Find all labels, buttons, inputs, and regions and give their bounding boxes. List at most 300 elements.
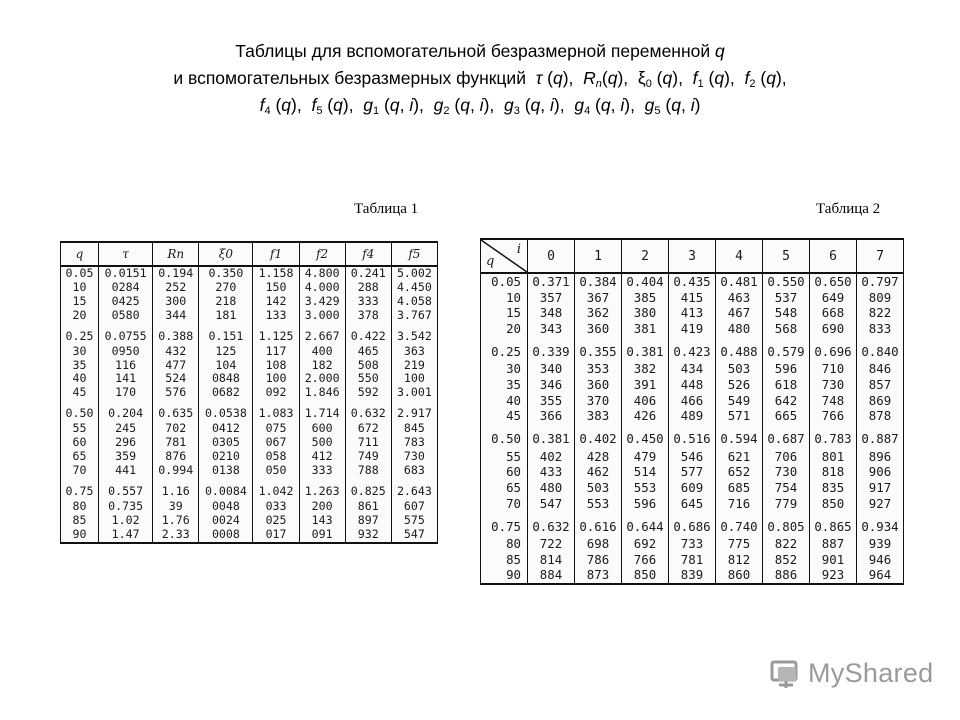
table-cell: 333 (299, 464, 345, 478)
table-cell: 645 (669, 496, 716, 512)
table2-header-cell: 2 (622, 239, 669, 273)
table-row (481, 567, 904, 584)
table-cell: 116 (99, 359, 153, 373)
table-cell: 0.635 (153, 400, 199, 422)
table-cell: 353 (575, 361, 622, 377)
table-cell: 783 (391, 436, 437, 450)
row-q-cell: 40 (61, 372, 99, 386)
table-cell: 1.125 (253, 323, 299, 345)
table2-header-cell: 7 (857, 239, 904, 273)
table-cell: 141 (99, 372, 153, 386)
table-cell: 665 (763, 408, 810, 424)
table-cell: 549 (716, 393, 763, 409)
row-q-cell: 0.25 (481, 336, 528, 361)
row-q-cell: 0.75 (481, 511, 528, 536)
table-cell: 685 (716, 480, 763, 496)
table-cell: 0.384 (575, 273, 622, 290)
table-cell: 360 (575, 321, 622, 337)
table-cell: 108 (253, 359, 299, 373)
table-row (61, 436, 438, 450)
row-q-cell: 0.05 (61, 266, 99, 281)
table-cell: 143 (299, 514, 345, 528)
table-row (61, 464, 438, 478)
table-cell: 845 (391, 422, 437, 436)
row-q-cell: 45 (481, 408, 528, 424)
table-cell: 0950 (99, 345, 153, 359)
table-cell: 465 (345, 345, 391, 359)
row-q-cell: 35 (61, 359, 99, 373)
row-q-cell: 90 (61, 528, 99, 543)
table-row (61, 323, 438, 345)
table-row (481, 496, 904, 512)
row-q-cell: 0.25 (61, 323, 99, 345)
table-row (61, 500, 438, 514)
table-cell: 462 (575, 464, 622, 480)
table2-header-cell: 0 (528, 239, 575, 273)
table-cell: 402 (528, 449, 575, 465)
table-row (481, 377, 904, 393)
table-cell: 730 (763, 464, 810, 480)
table-row (481, 321, 904, 337)
table-cell: 609 (669, 480, 716, 496)
table-cell: 432 (153, 345, 199, 359)
table-cell: 0.994 (153, 464, 199, 478)
table-cell: 100 (253, 372, 299, 386)
table-cell: 779 (763, 496, 810, 512)
table-cell: 133 (253, 309, 299, 323)
table-row (481, 449, 904, 465)
row-q-cell: 60 (61, 436, 99, 450)
table-cell: 075 (253, 422, 299, 436)
table-cell: 125 (199, 345, 253, 359)
table-cell: 489 (669, 408, 716, 424)
table-cell: 852 (763, 552, 810, 568)
table-cell: 1.714 (299, 400, 345, 422)
table-cell: 801 (810, 449, 857, 465)
table-cell: 0.632 (345, 400, 391, 422)
table-row (481, 361, 904, 377)
table-cell: 0.516 (669, 424, 716, 449)
table-cell: 479 (622, 449, 669, 465)
table-cell: 348 (528, 305, 575, 321)
table-cell: 500 (299, 436, 345, 450)
table-cell: 553 (622, 480, 669, 496)
table-cell: 467 (716, 305, 763, 321)
title-line-1: Таблицы для вспомогательной безразмерной переменной q (235, 41, 725, 61)
table-cell: 382 (622, 361, 669, 377)
table1-header-cell: f4 (345, 242, 391, 266)
table-cell: 0.616 (575, 511, 622, 536)
table-cell: 033 (253, 500, 299, 514)
table-cell: 897 (345, 514, 391, 528)
table-cell: 0.825 (345, 478, 391, 500)
table-cell: 025 (253, 514, 299, 528)
table-cell: 2.33 (153, 528, 199, 543)
table-cell: 0.381 (528, 424, 575, 449)
table-cell: 344 (153, 309, 199, 323)
table2-header-cell: 4 (716, 239, 763, 273)
table-cell: 514 (622, 464, 669, 480)
table-cell: 702 (153, 422, 199, 436)
table-row (481, 290, 904, 306)
table-cell: 730 (391, 450, 437, 464)
table-cell: 270 (199, 281, 253, 295)
table-cell: 3.001 (391, 386, 437, 400)
title-line-3: $f_4$ (q), $f_5$ (q), $g_1$ (q, i), $g_2$ (q, i), $g_3$ (q, i), $g_4$ (q, i), $g_5$ (q, i) (259, 95, 701, 117)
table-cell: 923 (810, 567, 857, 584)
table-cell: 576 (153, 386, 199, 400)
table-cell: 0.735 (99, 500, 153, 514)
table-cell: 370 (575, 393, 622, 409)
table-cell: 2.000 (299, 372, 345, 386)
table-cell: 406 (622, 393, 669, 409)
table-cell: 463 (716, 290, 763, 306)
table-cell: 0.0084 (199, 478, 253, 500)
table-cell: 1.846 (299, 386, 345, 400)
table-row (61, 478, 438, 500)
table-cell: 340 (528, 361, 575, 377)
row-q-cell: 15 (61, 295, 99, 309)
table-cell: 672 (345, 422, 391, 436)
table-cell: 596 (622, 496, 669, 512)
table-cell: 749 (345, 450, 391, 464)
table-cell: 786 (575, 552, 622, 568)
table-cell: 3.542 (391, 323, 437, 345)
table-cell: 706 (763, 449, 810, 465)
table-cell: 0425 (99, 295, 153, 309)
table-row (481, 393, 904, 409)
table-cell: 887 (810, 536, 857, 552)
table-cell: 0682 (199, 386, 253, 400)
table-cell: 668 (810, 305, 857, 321)
table-cell: 0.632 (528, 511, 575, 536)
table-cell: 833 (857, 321, 904, 337)
row-q-cell: 0.50 (61, 400, 99, 422)
table-cell: 0305 (199, 436, 253, 450)
table-cell: 571 (716, 408, 763, 424)
table-cell: 722 (528, 536, 575, 552)
table-cell: 503 (575, 480, 622, 496)
table-1 (60, 241, 438, 544)
table-cell: 814 (528, 552, 575, 568)
table-cell: 0210 (199, 450, 253, 464)
table-cell: 3.767 (391, 309, 437, 323)
table-cell: 355 (528, 393, 575, 409)
table-row (481, 408, 904, 424)
table-cell: 553 (575, 496, 622, 512)
row-q-cell: 30 (481, 361, 528, 377)
table-cell: 058 (253, 450, 299, 464)
table2-caption: Таблица 2 (816, 201, 881, 217)
table2-body (481, 273, 904, 584)
table1-header-cell: f2 (299, 242, 345, 266)
table-cell: 850 (810, 496, 857, 512)
table-cell: 400 (299, 345, 345, 359)
table-cell: 3.429 (299, 295, 345, 309)
table-cell: 0.423 (669, 336, 716, 361)
table-row (61, 359, 438, 373)
table-cell: 846 (857, 361, 904, 377)
table-row (481, 511, 904, 536)
table-cell: 367 (575, 290, 622, 306)
table-cell: 906 (857, 464, 904, 480)
table-cell: 050 (253, 464, 299, 478)
table-cell: 537 (763, 290, 810, 306)
table-cell: 642 (763, 393, 810, 409)
table-cell: 711 (345, 436, 391, 450)
table-cell: 850 (622, 567, 669, 584)
table-row (61, 309, 438, 323)
row-q-cell: 20 (481, 321, 528, 337)
row-q-cell: 15 (481, 305, 528, 321)
table-cell: 0.797 (857, 273, 904, 290)
table-cell: 218 (199, 295, 253, 309)
table-cell: 1.263 (299, 478, 345, 500)
row-q-cell: 65 (61, 450, 99, 464)
table-cell: 0.481 (716, 273, 763, 290)
table1-header-cell: τ (99, 242, 153, 266)
table-cell: 547 (528, 496, 575, 512)
table-cell: 860 (716, 567, 763, 584)
table-cell: 333 (345, 295, 391, 309)
table-cell: 809 (857, 290, 904, 306)
table-cell: 1.02 (99, 514, 153, 528)
table-cell: 710 (810, 361, 857, 377)
table-cell: 932 (345, 528, 391, 543)
table-cell: 0.0755 (99, 323, 153, 345)
table-cell: 592 (345, 386, 391, 400)
table-cell: 548 (763, 305, 810, 321)
table-cell: 0.557 (99, 478, 153, 500)
table1-header-cell: f1 (253, 242, 299, 266)
table-cell: 4.058 (391, 295, 437, 309)
watermark-text: MyShared (808, 658, 934, 688)
table-cell: 0.422 (345, 323, 391, 345)
table-cell: 0.339 (528, 336, 575, 361)
table1-header-cell: ξ0 (199, 242, 253, 266)
table-row (61, 422, 438, 436)
table-cell: 766 (810, 408, 857, 424)
table-cell: 766 (622, 552, 669, 568)
table1-header-cell: f5 (391, 242, 437, 266)
watermark-logo (766, 654, 936, 694)
table-cell: 0284 (99, 281, 153, 295)
table-cell: 150 (253, 281, 299, 295)
table-cell: 017 (253, 528, 299, 543)
table-cell: 1.47 (99, 528, 153, 543)
row-q-cell: 80 (61, 500, 99, 514)
table-cell: 4.000 (299, 281, 345, 295)
table-cell: 245 (99, 422, 153, 436)
table-row (61, 400, 438, 422)
table-cell: 775 (716, 536, 763, 552)
table-cell: 896 (857, 449, 904, 465)
table-cell: 4.800 (299, 266, 345, 281)
row-q-cell: 10 (481, 290, 528, 306)
table-cell: 917 (857, 480, 904, 496)
table-cell: 0.550 (763, 273, 810, 290)
row-q-cell: 80 (481, 536, 528, 552)
table-cell: 0.151 (199, 323, 253, 345)
table-cell: 503 (716, 361, 763, 377)
table-cell: 0.887 (857, 424, 904, 449)
table-cell: 878 (857, 408, 904, 424)
table-cell: 901 (810, 552, 857, 568)
table-cell: 385 (622, 290, 669, 306)
table-cell: 526 (716, 377, 763, 393)
table-cell: 964 (857, 567, 904, 584)
table-cell: 884 (528, 567, 575, 584)
table2-header-cell: 1 (575, 239, 622, 273)
table-row (61, 266, 438, 281)
table-cell: 0848 (199, 372, 253, 386)
table-cell: 415 (669, 290, 716, 306)
table-row (61, 386, 438, 400)
table-cell: 0.783 (810, 424, 857, 449)
table-cell: 0.402 (575, 424, 622, 449)
table-cell: 547 (391, 528, 437, 543)
table-cell: 346 (528, 377, 575, 393)
table-cell: 434 (669, 361, 716, 377)
table-cell: 0.644 (622, 511, 669, 536)
row-q-cell: 85 (481, 552, 528, 568)
table-cell: 419 (669, 321, 716, 337)
table-cell: 383 (575, 408, 622, 424)
table-cell: 835 (810, 480, 857, 496)
table-cell: 600 (299, 422, 345, 436)
table-cell: 39 (153, 500, 199, 514)
table-cell: 428 (575, 449, 622, 465)
table-cell: 117 (253, 345, 299, 359)
table-cell: 839 (669, 567, 716, 584)
table-cell: 0.0151 (99, 266, 153, 281)
table-row (481, 305, 904, 321)
table1-caption: Таблица 1 (354, 201, 419, 217)
row-q-cell: 10 (61, 281, 99, 295)
table-cell: 219 (391, 359, 437, 373)
table-cell: 748 (810, 393, 857, 409)
table-cell: 873 (575, 567, 622, 584)
table-cell: 433 (528, 464, 575, 480)
table-cell: 0.934 (857, 511, 904, 536)
table-cell: 1.042 (253, 478, 299, 500)
table-cell: 380 (622, 305, 669, 321)
row-q-cell: 0.05 (481, 273, 528, 290)
table-cell: 781 (153, 436, 199, 450)
table-cell: 698 (575, 536, 622, 552)
table-cell: 067 (253, 436, 299, 450)
table-cell: 0580 (99, 309, 153, 323)
table-cell: 170 (99, 386, 153, 400)
table-cell: 550 (345, 372, 391, 386)
table-row (481, 464, 904, 480)
table-cell: 857 (857, 377, 904, 393)
table-cell: 733 (669, 536, 716, 552)
table-cell: 0.371 (528, 273, 575, 290)
table-cell: 812 (716, 552, 763, 568)
table-cell: 363 (391, 345, 437, 359)
table-cell: 288 (345, 281, 391, 295)
table-cell: 0.241 (345, 266, 391, 281)
table-cell: 366 (528, 408, 575, 424)
table-cell: 378 (345, 309, 391, 323)
table-cell: 577 (669, 464, 716, 480)
table-cell: 426 (622, 408, 669, 424)
table-cell: 2.917 (391, 400, 437, 422)
table-cell: 781 (669, 552, 716, 568)
table-cell: 607 (391, 500, 437, 514)
corner-i-label: i (516, 242, 521, 257)
table-cell: 0.687 (763, 424, 810, 449)
table-cell: 0.650 (810, 273, 857, 290)
table1-header-cell: q (61, 242, 99, 266)
table-cell: 0138 (199, 464, 253, 478)
table-row (61, 345, 438, 359)
table-cell: 359 (99, 450, 153, 464)
table-row (61, 281, 438, 295)
table-cell: 0.696 (810, 336, 857, 361)
row-q-cell: 45 (61, 386, 99, 400)
presentation-icon (766, 654, 806, 694)
table-cell: 861 (345, 500, 391, 514)
table-row (61, 295, 438, 309)
table-cell: 413 (669, 305, 716, 321)
table-cell: 448 (669, 377, 716, 393)
table-cell: 716 (716, 496, 763, 512)
table-cell: 0.0538 (199, 400, 253, 422)
table-cell: 477 (153, 359, 199, 373)
table-cell: 0.740 (716, 511, 763, 536)
table-cell: 0.805 (763, 511, 810, 536)
table-cell: 182 (299, 359, 345, 373)
table-cell: 0008 (199, 528, 253, 543)
table-cell: 200 (299, 500, 345, 514)
table-cell: 1.083 (253, 400, 299, 422)
table-row (481, 336, 904, 361)
row-q-cell: 35 (481, 377, 528, 393)
table-cell: 3.000 (299, 309, 345, 323)
table-cell: 0.350 (199, 266, 253, 281)
table-cell: 939 (857, 536, 904, 552)
table-cell: 2.643 (391, 478, 437, 500)
table-cell: 0.865 (810, 511, 857, 536)
table-cell: 0.388 (153, 323, 199, 345)
title-line-2: и вспомогательных безразмерных функций τ (q), $R_n(q)$, $\xi_0$ (q), $f_1$ (q), $f_2$ (q), (173, 68, 787, 90)
row-q-cell: 0.50 (481, 424, 528, 449)
row-q-cell: 70 (481, 496, 528, 512)
row-q-cell: 85 (61, 514, 99, 528)
table-cell: 357 (528, 290, 575, 306)
table-cell: 0.204 (99, 400, 153, 422)
table-cell: 1.76 (153, 514, 199, 528)
table-cell: 441 (99, 464, 153, 478)
row-q-cell: 65 (481, 480, 528, 496)
corner-q-label: q (486, 254, 495, 269)
table-cell: 296 (99, 436, 153, 450)
table-cell: 391 (622, 377, 669, 393)
table-row (481, 480, 904, 496)
table-cell: 575 (391, 514, 437, 528)
table2-header-cell: 3 (669, 239, 716, 273)
row-q-cell: 20 (61, 309, 99, 323)
table-cell: 0048 (199, 500, 253, 514)
table-cell: 104 (199, 359, 253, 373)
table-cell: 381 (622, 321, 669, 337)
table-cell: 754 (763, 480, 810, 496)
table-cell: 946 (857, 552, 904, 568)
table-cell: 0.381 (622, 336, 669, 361)
table-cell: 142 (253, 295, 299, 309)
